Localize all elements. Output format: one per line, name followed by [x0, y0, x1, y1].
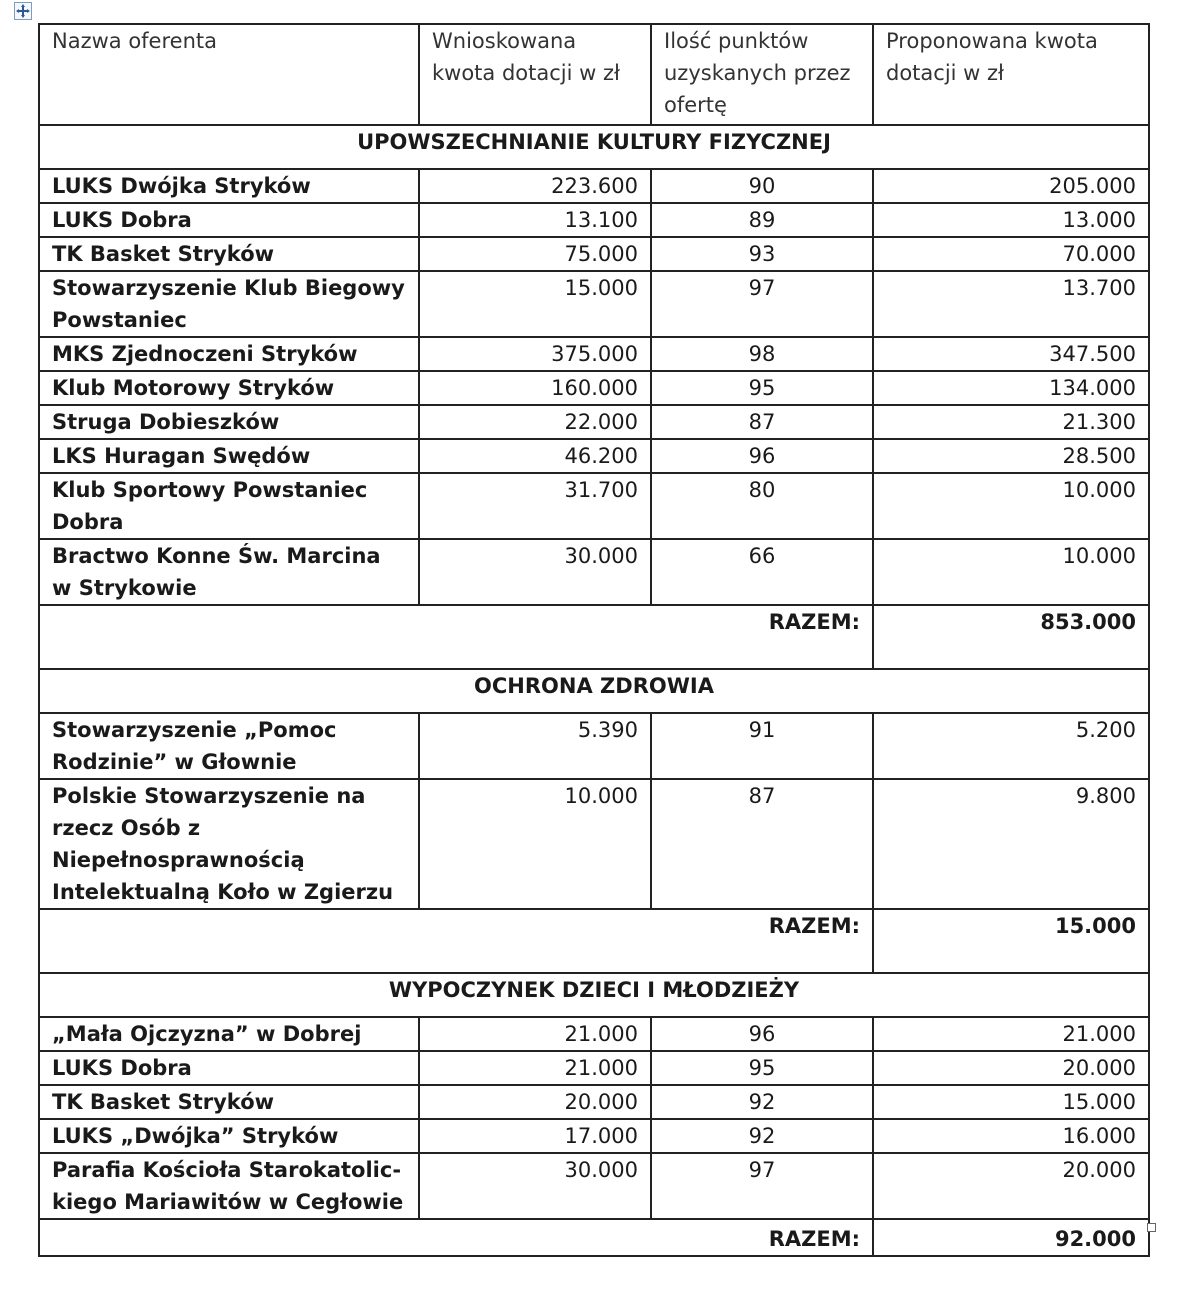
cell-proposed: 205.000: [873, 169, 1149, 203]
cell-name: LUKS Dobra: [39, 1051, 419, 1085]
cell-name: Stowarzyszenie Klub Biegowy Powstaniec: [39, 271, 419, 337]
cell-proposed: 13.000: [873, 203, 1149, 237]
cell-name: TK Basket Stryków: [39, 237, 419, 271]
table-row: [39, 713, 1149, 779]
cell-points: 97: [651, 1153, 873, 1219]
cell-name: LKS Huragan Swędów: [39, 439, 419, 473]
cell-requested: 21.000: [419, 1017, 651, 1051]
cell-name: Bractwo Konne Św. Marcina w Strykowie: [39, 539, 419, 605]
table-row: [39, 473, 1149, 539]
cell-requested: 22.000: [419, 405, 651, 439]
cell-requested: 17.000: [419, 1119, 651, 1153]
table-row: [39, 271, 1149, 337]
total-value: 853.000: [873, 605, 1149, 669]
cell-proposed: 347.500: [873, 337, 1149, 371]
total-label: RAZEM:: [39, 605, 873, 669]
cell-proposed: 21.300: [873, 405, 1149, 439]
cell-name: Stowarzyszenie „Pomoc Rodzinie” w Głownie: [39, 713, 419, 779]
table-row: [39, 203, 1149, 237]
cell-proposed: 20.000: [873, 1051, 1149, 1085]
table-row: [39, 1119, 1149, 1153]
cell-name: LUKS Dwójka Stryków: [39, 169, 419, 203]
cell-points: 90: [651, 169, 873, 203]
cell-points: 87: [651, 405, 873, 439]
total-value: 15.000: [873, 909, 1149, 973]
cell-name: Struga Dobieszków: [39, 405, 419, 439]
cell-points: 97: [651, 271, 873, 337]
total-value: 92.000: [873, 1219, 1149, 1256]
cell-name: LUKS „Dwójka” Stryków: [39, 1119, 419, 1153]
cell-requested: 10.000: [419, 779, 651, 909]
cell-requested: 30.000: [419, 1153, 651, 1219]
cell-requested: 21.000: [419, 1051, 651, 1085]
table-move-handle-icon[interactable]: [14, 2, 32, 20]
cell-proposed: 70.000: [873, 237, 1149, 271]
section-title: WYPOCZYNEK DZIECI I MŁODZIEŻY: [39, 973, 1149, 1017]
cell-name: Parafia Kościoła Starokatolic-kiego Mariawitów w Cegłowie: [39, 1153, 419, 1219]
header-points: Ilość punktów uzyskanych przez ofertę: [651, 24, 873, 125]
cell-points: 96: [651, 439, 873, 473]
cell-requested: 160.000: [419, 371, 651, 405]
cell-points: 91: [651, 713, 873, 779]
table-resize-handle-icon[interactable]: [1147, 1223, 1156, 1232]
cell-requested: 31.700: [419, 473, 651, 539]
cell-points: 87: [651, 779, 873, 909]
table-row: [39, 1153, 1149, 1219]
cell-requested: 15.000: [419, 271, 651, 337]
table-row: [39, 1017, 1149, 1051]
cell-name: MKS Zjednoczeni Stryków: [39, 337, 419, 371]
cell-requested: 30.000: [419, 539, 651, 605]
cell-requested: 20.000: [419, 1085, 651, 1119]
header-name: Nazwa oferenta: [39, 24, 419, 125]
cell-proposed: 16.000: [873, 1119, 1149, 1153]
cell-requested: 223.600: [419, 169, 651, 203]
table-row: [39, 779, 1149, 909]
total-row: [39, 605, 1149, 669]
cell-requested: 5.390: [419, 713, 651, 779]
cell-points: 95: [651, 1051, 873, 1085]
total-label: RAZEM:: [39, 909, 873, 973]
cell-points: 95: [651, 371, 873, 405]
cell-proposed: 9.800: [873, 779, 1149, 909]
cell-proposed: 13.700: [873, 271, 1149, 337]
cell-requested: 75.000: [419, 237, 651, 271]
section-row: [39, 669, 1149, 713]
cell-requested: 375.000: [419, 337, 651, 371]
cell-proposed: 28.500: [873, 439, 1149, 473]
cell-points: 80: [651, 473, 873, 539]
section-row: [39, 973, 1149, 1017]
table-row: [39, 405, 1149, 439]
section-row: [39, 125, 1149, 169]
total-row: [39, 1219, 1149, 1256]
cell-requested: 13.100: [419, 203, 651, 237]
cell-points: 92: [651, 1119, 873, 1153]
cell-name: TK Basket Stryków: [39, 1085, 419, 1119]
table-row: [39, 1085, 1149, 1119]
cell-points: 66: [651, 539, 873, 605]
cell-name: Polskie Stowarzyszenie na rzecz Osób z Niepełnosprawnością Intelektualną Koło w Zgierzu: [39, 779, 419, 909]
header-requested: Wnioskowana kwota dotacji w zł: [419, 24, 651, 125]
cell-name: Klub Sportowy Powstaniec Dobra: [39, 473, 419, 539]
cell-points: 93: [651, 237, 873, 271]
table-row: [39, 1051, 1149, 1085]
cell-points: 89: [651, 203, 873, 237]
cell-proposed: 15.000: [873, 1085, 1149, 1119]
cell-points: 96: [651, 1017, 873, 1051]
cell-proposed: 21.000: [873, 1017, 1149, 1051]
cell-proposed: 10.000: [873, 539, 1149, 605]
table-row: [39, 237, 1149, 271]
cell-name: LUKS Dobra: [39, 203, 419, 237]
total-row: [39, 909, 1149, 973]
total-label: RAZEM:: [39, 1219, 873, 1256]
cell-proposed: 134.000: [873, 371, 1149, 405]
table-row: [39, 337, 1149, 371]
cell-proposed: 10.000: [873, 473, 1149, 539]
header-row: [39, 24, 1149, 125]
cell-points: 98: [651, 337, 873, 371]
cell-proposed: 20.000: [873, 1153, 1149, 1219]
cell-name: „Mała Ojczyzna” w Dobrej: [39, 1017, 419, 1051]
section-title: UPOWSZECHNIANIE KULTURY FIZYCZNEJ: [39, 125, 1149, 169]
table-row: [39, 439, 1149, 473]
cell-proposed: 5.200: [873, 713, 1149, 779]
table-row: [39, 169, 1149, 203]
cell-name: Klub Motorowy Stryków: [39, 371, 419, 405]
header-proposed: Proponowana kwota dotacji w zł: [873, 24, 1149, 125]
section-title: OCHRONA ZDROWIA: [39, 669, 1149, 713]
grant-table: [38, 23, 1150, 1257]
cell-points: 92: [651, 1085, 873, 1119]
cell-requested: 46.200: [419, 439, 651, 473]
table-row: [39, 539, 1149, 605]
table-row: [39, 371, 1149, 405]
